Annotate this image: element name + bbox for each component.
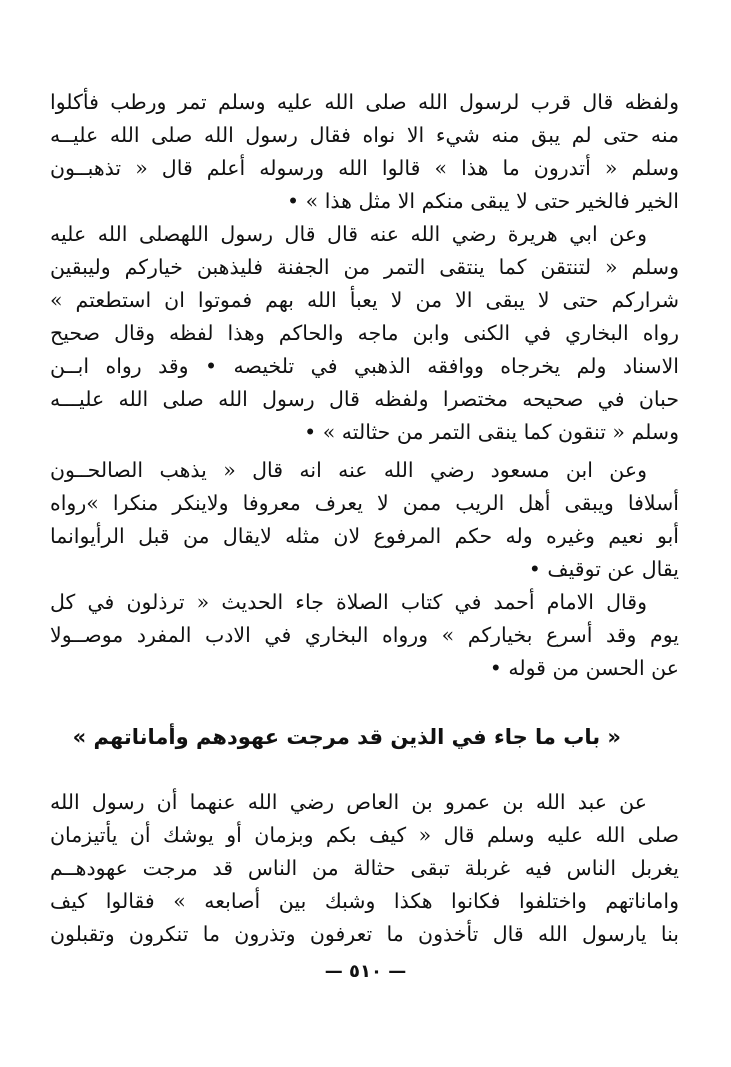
text-line: رواه البخاري في الكنى وابن ماجه والحاكم وهذا لفظه وقال صحيح	[50, 321, 679, 345]
text-line: عن عبد الله بن عمرو بن العاص رضي الله عنهما أن رسول الله	[50, 790, 647, 814]
text-line: وسلم « لتنتقن كما ينتقى التمر من الجفنة فليذهبن خياركم وليبقين	[50, 255, 679, 279]
text-line: حبان في صحيحه مختصرا ولفظه قال رسول الله صلى الله عليـــه	[50, 387, 679, 411]
paragraph-block-ibn-masud	[50, 454, 679, 685]
text-line: الاسناد ولم يخرجاه ووافقه الذهبي في تلخيصه • وقد رواه ابــن	[50, 354, 679, 378]
text-line: أبو نعيم وغيره وله حكم المرفوع لان مثله لايقال من قبل الرأيوانما	[50, 524, 679, 548]
page-number: — ٥١٠ —	[324, 961, 407, 982]
text-line: عن الحسن من قوله •	[489, 656, 679, 680]
text-line: يقال عن توقيف •	[528, 557, 679, 581]
text-line: الخير فالخير حتى لا يبقى منكم الا مثل هذا » •	[287, 189, 679, 213]
text-line: يوم وقد أسرع بخياركم » ورواه البخاري في الادب المفرد موصــولا	[50, 623, 679, 647]
text-line: وعن ابي هريرة رضي الله عنه قال قال رسول اللهصلى الله عليه	[50, 222, 647, 246]
paragraph-block-hadith-tamr	[50, 86, 679, 449]
chapter-heading: « باب ما جاء في الذين قد مرجت عهودهم وأماناتهم »	[72, 725, 621, 749]
text-line: وسلم « تنقون كما ينقى التمر من حثالته » •	[304, 420, 679, 444]
text-line: ولفظه قال قرب لرسول الله صلى الله عليه وسلم تمر ورطب فأكلوا	[50, 90, 679, 114]
text-line: شراركم حتى لا يبقى الا من لا يعبأ الله بهم فموتوا ان استطعتم »	[50, 288, 679, 312]
paragraph-block-abdullah-ibn-amr	[50, 786, 679, 951]
text-line: وعن ابن مسعود رضي الله عنه انه قال « يذهب الصالحــون	[50, 458, 647, 482]
text-line: وسلم « أتدرون ما هذا » قالوا الله ورسوله أعلم قال « تذهبــون	[50, 156, 679, 180]
text-line: أسلافا ويبقى أهل الريب ممن لا يعرف معروفا ولاينكر منكرا »رواه	[50, 491, 679, 515]
text-line: منه حتى لم يبق منه شيء الا نواه فقال رسول الله صلى الله عليــه	[50, 123, 679, 147]
text-line: وقال الامام أحمد في كتاب الصلاة جاء الحديث « ترذلون في كل	[50, 590, 647, 614]
text-line: واماناتهم واختلفوا فكانوا هكذا وشبك بين أصابعه » فقالوا كيف	[50, 889, 679, 913]
text-line: صلى الله عليه وسلم قال « كيف بكم وبزمان أو يوشك أن يأتيزمان	[50, 823, 679, 847]
text-line: يغربل الناس فيه غربلة تبقى حثالة من الناس قد مرجت عهودهــم	[50, 856, 679, 880]
text-line: بنا يارسول الله قال تأخذون ما تعرفون وتذرون ما تنكرون وتقبلون	[50, 922, 679, 946]
